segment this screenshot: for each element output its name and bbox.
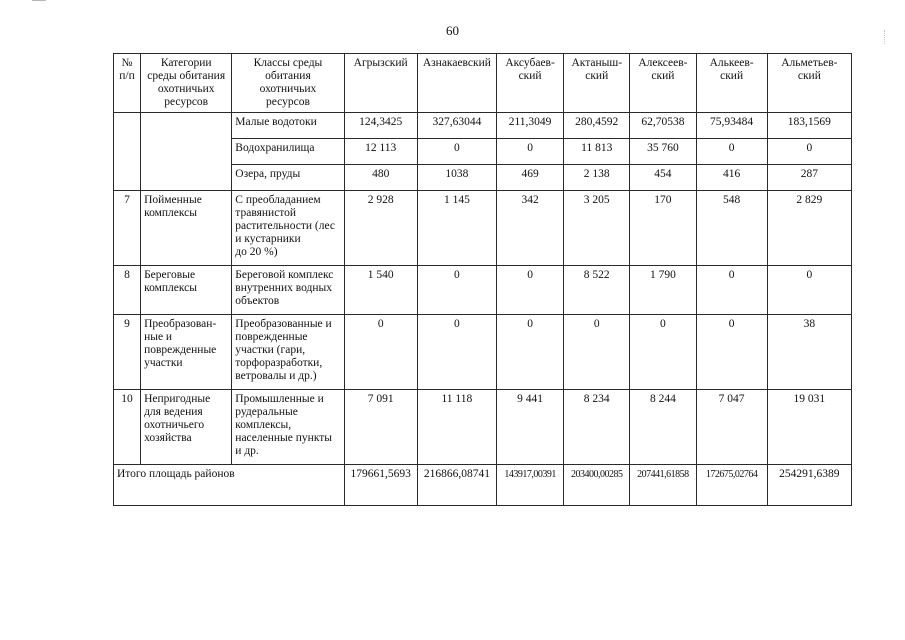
- category-cell: Преобразован- ные и поврежденные участки: [141, 315, 232, 390]
- value-cell: 38: [767, 315, 851, 390]
- value-cell: 211,3049: [496, 113, 563, 139]
- header-district: Актаныш- ский: [564, 54, 630, 113]
- total-value: 207441,61858: [630, 465, 696, 506]
- total-row: [114, 465, 852, 506]
- value-cell: 8 244: [630, 390, 696, 465]
- header-district: Алексеев- ский: [630, 54, 696, 113]
- category-cell: Пойменные комплексы: [141, 191, 232, 266]
- page-number: 60: [446, 23, 459, 38]
- value-cell: 170: [630, 191, 696, 266]
- value-cell: 0: [496, 266, 563, 315]
- value-cell: 0: [696, 315, 767, 390]
- total-value: 172675,02764: [696, 465, 767, 506]
- value-cell: 11 118: [417, 390, 496, 465]
- header-class: Классы среды обитания охотничьих ресурсов: [232, 54, 344, 113]
- header-category: Категории среды обитания охотничьих ресурсов: [141, 54, 232, 113]
- value-cell: 0: [564, 315, 630, 390]
- header-district: Альметьев- ский: [767, 54, 851, 113]
- num-cell: 10: [114, 390, 141, 465]
- header-district: Аксубаев- ский: [496, 54, 563, 113]
- value-cell: 2 138: [564, 165, 630, 191]
- value-cell: 0: [496, 315, 563, 390]
- num-cell: 9: [114, 315, 141, 390]
- value-cell: 1038: [417, 165, 496, 191]
- value-cell: 416: [696, 165, 767, 191]
- category-cell: Непригодные для ведения охотничьего хозяйства: [141, 390, 232, 465]
- value-cell: 12 113: [344, 139, 417, 165]
- num-cell: 8: [114, 266, 141, 315]
- total-value: 143917,00391: [496, 465, 563, 506]
- value-cell: 0: [417, 139, 496, 165]
- header-num: № п/п: [114, 54, 141, 113]
- num-cell: 7: [114, 191, 141, 266]
- value-cell: 469: [496, 165, 563, 191]
- value-cell: 287: [767, 165, 851, 191]
- value-cell: 0: [696, 266, 767, 315]
- value-cell: 75,93484: [696, 113, 767, 139]
- total-value: 203400,00285: [564, 465, 630, 506]
- value-cell: 0: [417, 315, 496, 390]
- district-habitat-table: [113, 53, 852, 506]
- header-district: Азнакаевский: [417, 54, 496, 113]
- value-cell: 183,1569: [767, 113, 851, 139]
- value-cell: 124,3425: [344, 113, 417, 139]
- value-cell: 0: [496, 139, 563, 165]
- value-cell: 8 234: [564, 390, 630, 465]
- value-cell: 327,63044: [417, 113, 496, 139]
- table-row: [114, 315, 852, 390]
- total-value: 254291,6389: [767, 465, 851, 506]
- top-edge-mark: [32, 0, 46, 1]
- value-cell: 0: [344, 315, 417, 390]
- table-row: [114, 113, 852, 139]
- value-cell: 35 760: [630, 139, 696, 165]
- num-cell-continued: [114, 113, 141, 191]
- category-cell-continued: [141, 113, 232, 191]
- value-cell: 0: [630, 315, 696, 390]
- value-cell: 1 145: [417, 191, 496, 266]
- value-cell: 1 540: [344, 266, 417, 315]
- total-value: 216866,08741: [417, 465, 496, 506]
- value-cell: 7 047: [696, 390, 767, 465]
- value-cell: 2 928: [344, 191, 417, 266]
- value-cell: 19 031: [767, 390, 851, 465]
- value-cell: 0: [417, 266, 496, 315]
- table-row: [114, 266, 852, 315]
- value-cell: 2 829: [767, 191, 851, 266]
- value-cell: 454: [630, 165, 696, 191]
- header-district: Агрызский: [344, 54, 417, 113]
- value-cell: 3 205: [564, 191, 630, 266]
- value-cell: 7 091: [344, 390, 417, 465]
- class-cell: Водохранилища: [232, 139, 344, 165]
- value-cell: 9 441: [496, 390, 563, 465]
- class-cell: Береговой комплекс внутренних водных объектов: [232, 266, 344, 315]
- value-cell: 0: [767, 266, 851, 315]
- table-row: [114, 191, 852, 266]
- table-body: [114, 54, 852, 506]
- class-cell: Озера, пруды: [232, 165, 344, 191]
- margin-mark: [884, 30, 887, 44]
- value-cell: 280,4592: [564, 113, 630, 139]
- header-row: [114, 54, 852, 113]
- value-cell: 11 813: [564, 139, 630, 165]
- header-district: Алькеев- ский: [696, 54, 767, 113]
- value-cell: 548: [696, 191, 767, 266]
- value-cell: 0: [767, 139, 851, 165]
- value-cell: 8 522: [564, 266, 630, 315]
- value-cell: 342: [496, 191, 563, 266]
- total-value: 179661,5693: [344, 465, 417, 506]
- category-cell: Береговые комплексы: [141, 266, 232, 315]
- value-cell: 62,70538: [630, 113, 696, 139]
- class-cell: Промышленные и рудеральные комплексы, населенные пункты и др.: [232, 390, 344, 465]
- table-row: [114, 390, 852, 465]
- value-cell: 0: [696, 139, 767, 165]
- class-cell: Преобразованные и поврежденные участки (гари, торфоразработки, ветровалы и др.): [232, 315, 344, 390]
- class-cell: Малые водотоки: [232, 113, 344, 139]
- value-cell: 480: [344, 165, 417, 191]
- class-cell: С преобладанием травянистой растительности (лес и кустарники до 20 %): [232, 191, 344, 266]
- value-cell: 1 790: [630, 266, 696, 315]
- total-label: Итого площадь районов: [114, 465, 345, 506]
